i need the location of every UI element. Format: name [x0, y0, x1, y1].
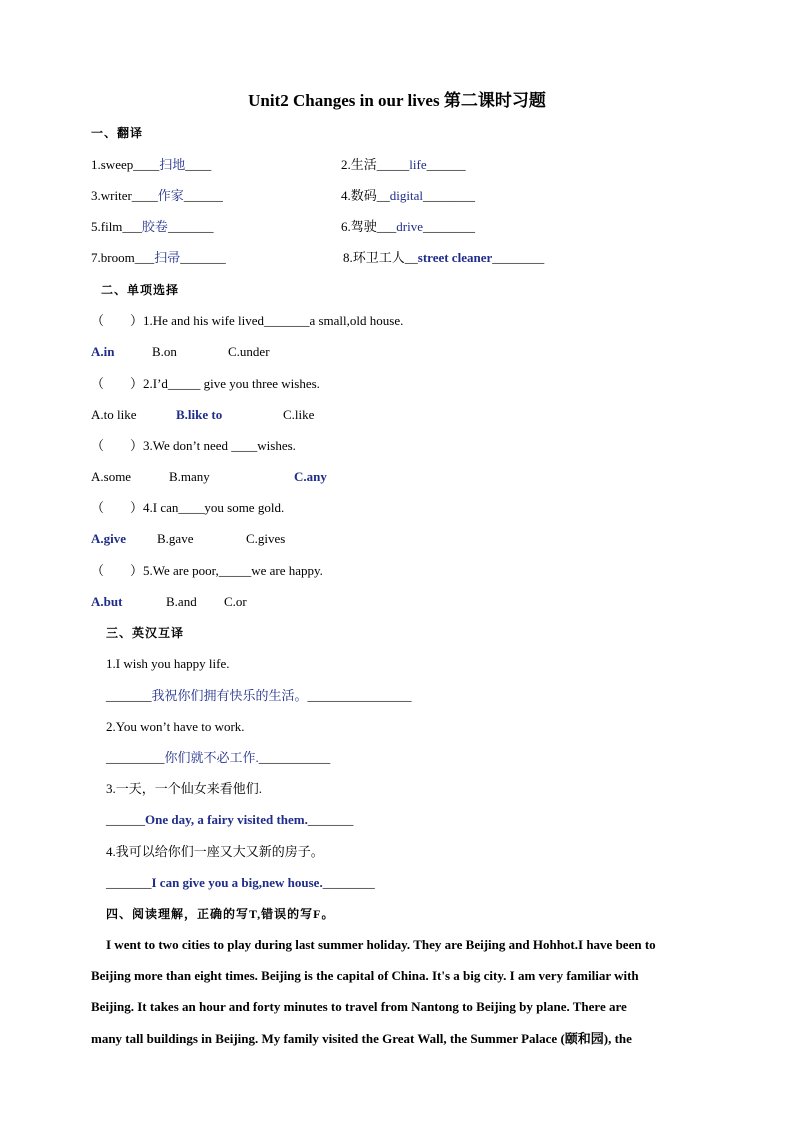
blank: ________ [422, 188, 475, 203]
item-prompt: 4.数码 [341, 188, 377, 203]
translation-question-2: 2.You won’t have to work. [106, 719, 245, 734]
answer-bracket: （ ） [91, 376, 144, 391]
question-3 [91, 437, 296, 455]
translate-item-2 [341, 156, 466, 174]
answer-text: street cleaner [417, 250, 493, 265]
option-a: A.give [91, 531, 127, 546]
option-a: A.but [91, 594, 123, 609]
blank: _________ [106, 750, 165, 765]
blank: __ [404, 250, 418, 265]
answer-bracket: （ ） [91, 438, 144, 453]
blank: __ [376, 188, 390, 203]
translate-item-4 [341, 187, 475, 205]
blank: ________ [422, 219, 475, 234]
item-prompt: 7.broom [91, 250, 135, 265]
blank: ___ [134, 250, 155, 265]
item-prompt: 2.生活 [341, 157, 377, 172]
section-2-heading: 二、单项选择 [101, 283, 180, 297]
answer-bracket: （ ） [91, 313, 144, 328]
option-c: C.gives [246, 531, 286, 546]
option-b: B.gave [157, 531, 194, 546]
option-a: A.some [91, 469, 132, 484]
blank: _______ [180, 250, 226, 265]
item-prompt: 8.环卫工人 [343, 250, 405, 265]
option-c: C.like [283, 407, 315, 422]
section-3-heading: 三、英汉互译 [106, 626, 185, 640]
option-b: B.like to [176, 407, 223, 422]
option-c: C.any [294, 469, 327, 484]
item-prompt: 3.writer [91, 188, 132, 203]
blank: ____ [131, 188, 158, 203]
answer-text: life [409, 157, 427, 172]
item-prompt: 1.sweep [91, 157, 134, 172]
blank: _______ [167, 219, 214, 234]
question-1 [91, 312, 403, 330]
blank: ______ [183, 188, 223, 203]
blank: ________ [492, 250, 545, 265]
question-5 [91, 562, 323, 580]
answer-bracket: （ ） [91, 500, 144, 515]
answer-text: digital [389, 188, 423, 203]
question-text: 3.We don’t need ____wishes. [143, 438, 296, 453]
translate-item-7 [91, 249, 226, 267]
blank: ____ [133, 157, 160, 172]
question-text: 2.I’d_____ give you three wishes. [143, 376, 320, 391]
option-a: A.to like [91, 407, 137, 422]
option-c: C.or [224, 594, 247, 609]
blank: _____ [376, 157, 410, 172]
blank: ___________ [258, 750, 331, 765]
blank: _______ [106, 875, 152, 890]
question-2 [91, 375, 320, 393]
reading-line-1: I went to two cities to play during last summer holiday. They are Beijing and Hohhot.I have been to [106, 937, 656, 952]
blank: _______ [307, 812, 354, 827]
question-4 [91, 499, 284, 517]
blank: ____ [185, 157, 212, 172]
blank: ___ [122, 219, 142, 234]
option-b: B.and [166, 594, 197, 609]
translate-item-1 [91, 156, 211, 174]
option-a: A.in [91, 344, 115, 359]
translation-question-1: 1.I wish you happy life. [106, 656, 230, 671]
reading-line-4: many tall buildings in Beijing. My family visited the Great Wall, the Summer Palace (颐和园), the [91, 1031, 632, 1046]
option-b: B.on [152, 344, 177, 359]
reading-line-3: Beijing. It takes an hour and forty minutes to travel from Nantong to Beijing by plane. There are [91, 999, 627, 1014]
translate-item-3 [91, 187, 223, 205]
question-text: 5.We are poor,_____we are happy. [143, 563, 323, 578]
translation-answer-4 [106, 874, 375, 892]
section-1-heading: 一、翻译 [91, 126, 144, 140]
translation-answer-2 [106, 749, 330, 767]
item-prompt: 6.驾驶 [341, 219, 377, 234]
answer-text: One day, a fairy visited them. [145, 812, 308, 827]
option-c: C.under [228, 344, 270, 359]
translation-question-3: 3.一天，一个仙女来看他们. [106, 781, 263, 796]
answer-text: 扫地 [159, 157, 186, 172]
page-title: Unit2 Changes in our lives 第二课时习题 [248, 91, 546, 110]
blank: ________ [322, 875, 375, 890]
translation-answer-1 [106, 687, 412, 705]
option-b: B.many [169, 469, 210, 484]
translate-item-8 [343, 249, 544, 267]
answer-bracket: （ ） [91, 563, 144, 578]
answer-text: 扫帚 [154, 250, 181, 265]
blank: _______ [106, 688, 152, 703]
translation-question-4: 4.我可以给你们一座又大又新的房子。 [106, 844, 324, 859]
question-text: 4.I can____you some gold. [143, 500, 285, 515]
answer-text: I can give you a big,new house. [151, 875, 323, 890]
section-4-heading: 四、阅读理解，正确的写T,错误的写F。 [106, 907, 335, 921]
answer-text: 我祝你们拥有快乐的生活。 [151, 688, 308, 703]
blank: ___ [376, 219, 397, 234]
translate-item-6 [341, 218, 475, 236]
answer-text: 作家 [157, 188, 184, 203]
blank: ________________ [307, 688, 412, 703]
translate-item-5 [91, 218, 213, 236]
blank: ______ [426, 157, 466, 172]
item-prompt: 5.film [91, 219, 123, 234]
translation-answer-3 [106, 811, 353, 829]
answer-text: drive [396, 219, 423, 234]
question-text: 1.He and his wife lived_______a small,old house. [143, 313, 404, 328]
answer-text: 胶卷 [141, 219, 168, 234]
blank: ______ [106, 812, 145, 827]
reading-line-2: Beijing more than eight times. Beijing is the capital of China. It's a big city. I am very familiar with [91, 968, 639, 983]
answer-text: 你们就不必工作. [164, 750, 259, 765]
